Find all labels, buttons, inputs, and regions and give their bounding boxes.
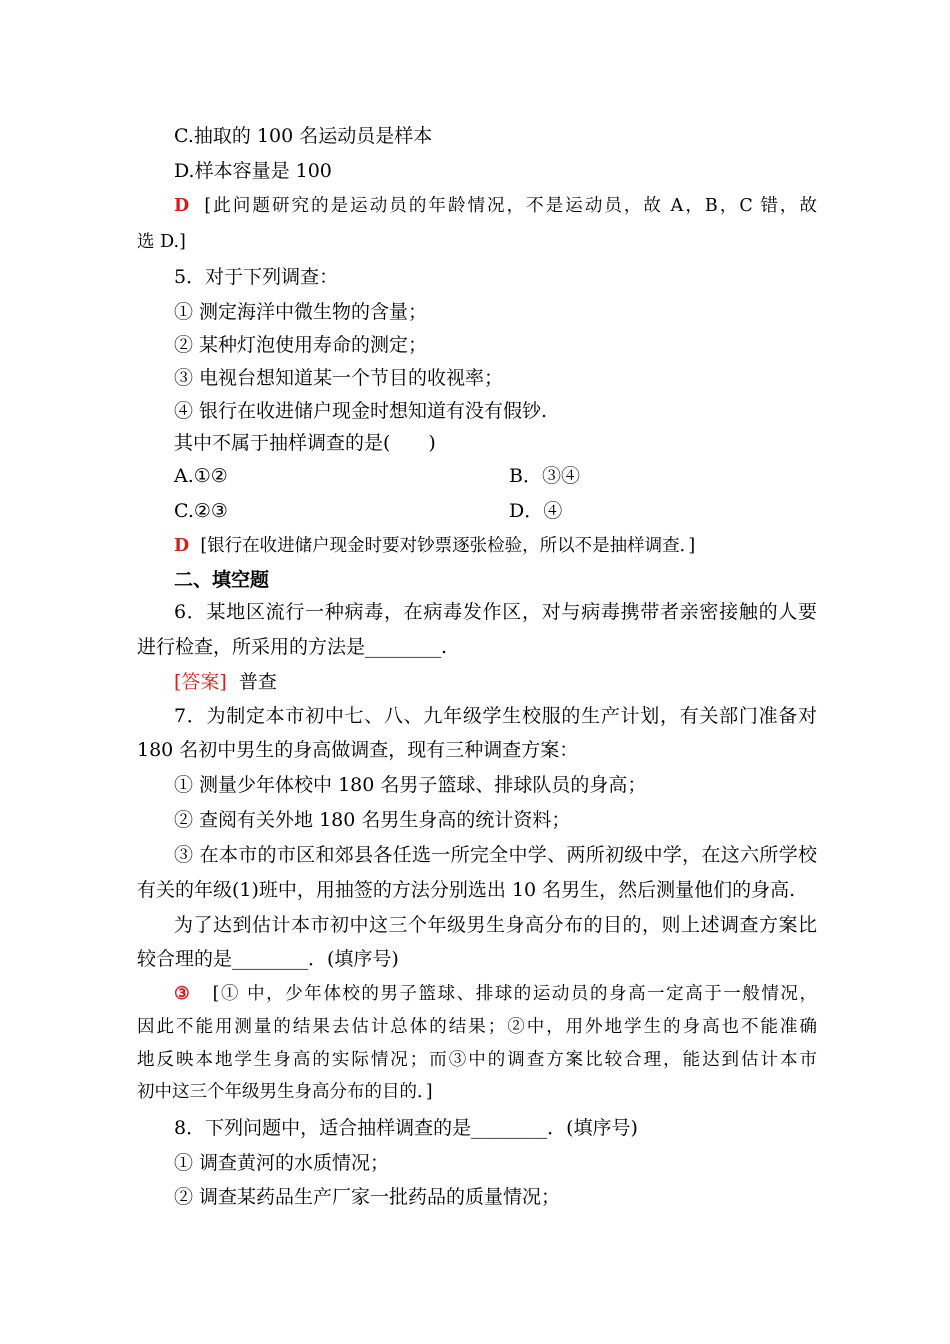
q6-answer-label: [答案]: [174, 671, 227, 693]
q7-stem-line-1: 7．为制定本市初中七、八、九年级学生校服的生产计划，有关部门准备对: [174, 705, 817, 727]
q5-item-1: ① 测定海洋中微生物的含量；: [174, 301, 428, 323]
q6-answer: 普查: [238, 671, 277, 693]
q7-explanation-line-4: 初中这三个年级男生身高分布的目的．]: [137, 1082, 433, 1102]
section-title: 二、填空题: [174, 569, 270, 591]
q5-options-row-1: [174, 464, 817, 488]
q7-explanation-line-2: 因此不能用测量的结果去估计总体的结果；②中，用外地学生的身高也不能准确: [137, 1017, 817, 1037]
q5-option-d: D．④: [509, 500, 563, 522]
q5-item-2: ② 某种灯泡使用寿命的测定；: [174, 334, 428, 356]
q5-option-a: A.①②: [174, 465, 228, 487]
q7-stem-line-2: 180 名初中男生的身高做调查，现有三种调查方案：: [137, 739, 579, 761]
q4-explanation-line-2: 选 D.]: [137, 232, 186, 252]
q5-answer: D: [174, 536, 190, 556]
q7-question-line-1: 为了达到估计本市初中这三个年级男生身高分布的目的，则上述调查方案比: [174, 914, 817, 936]
q5-option-c: C.②③: [174, 500, 228, 522]
q7-item-1: ① 测量少年体校中 180 名男子篮球、排球队员的身高；: [174, 774, 647, 796]
q5-explanation: [174, 534, 817, 558]
q7-question-line-2: 较合理的是________．(填序号): [137, 948, 399, 970]
q5-item-3: ③ 电视台想知道某一个节目的收视率；: [174, 367, 504, 389]
q4-option-d: D.样本容量是 100: [174, 160, 332, 182]
q5-stem: 5．对于下列调查：: [174, 266, 339, 288]
q7-answer: ③: [174, 984, 192, 1004]
q6-stem-line-1: 6．某地区流行一种病毒，在病毒发作区，对与病毒携带者亲密接触的人要: [174, 601, 817, 623]
q6-answer-row: [174, 670, 817, 694]
q4-answer: D: [174, 196, 190, 216]
q7-item-3-line-1: ③ 在本市的市区和郊县各任选一所完全中学、两所初级中学，在这六所学校: [174, 844, 817, 866]
q4-option-c: C.抽取的 100 名运动员是样本: [174, 125, 433, 147]
q7-item-2: ② 查阅有关外地 180 名男生身高的统计资料；: [174, 809, 571, 831]
q7-explanation-text-1: [① 中，少年体校的男子篮球、排球的运动员的身高一定高于一般情况，: [212, 984, 817, 1004]
q5-option-b: B．③④: [509, 465, 580, 487]
q8-item-2: ② 调查某药品生产厂家一批药品的质量情况；: [174, 1186, 561, 1208]
q4-explanation-line-1: [174, 194, 817, 218]
q5-item-4: ④ 银行在收进储户现金时想知道有没有假钞.: [174, 400, 548, 422]
q6-stem-line-2: 进行检查，所采用的方法是________.: [137, 636, 448, 658]
q7-explanation-line-3: 地反映本地学生身高的实际情况；而③中的调查方案比较合理，能达到估计本市: [137, 1050, 817, 1070]
q4-explanation-text-1: [此问题研究的是运动员的年龄情况，不是运动员，故 A，B，C 错，故: [204, 196, 817, 216]
q8-item-1: ① 调查黄河的水质情况；: [174, 1152, 390, 1174]
q7-explanation-line-1: [174, 982, 817, 1006]
q7-item-3-line-2: 有关的年级(1)班中，用抽签的方法分别选出 10 名男生，然后测量他们的身高.: [137, 879, 796, 901]
q8-stem: 8．下列问题中，适合抽样调查的是________．(填序号): [174, 1117, 638, 1139]
q5-question: 其中不属于抽样调查的是( ): [174, 432, 436, 454]
q5-options-row-2: [174, 499, 817, 523]
q5-explanation-text: [银行在收进储户现金时要对钞票逐张检验，所以不是抽样调查．]: [200, 536, 696, 556]
